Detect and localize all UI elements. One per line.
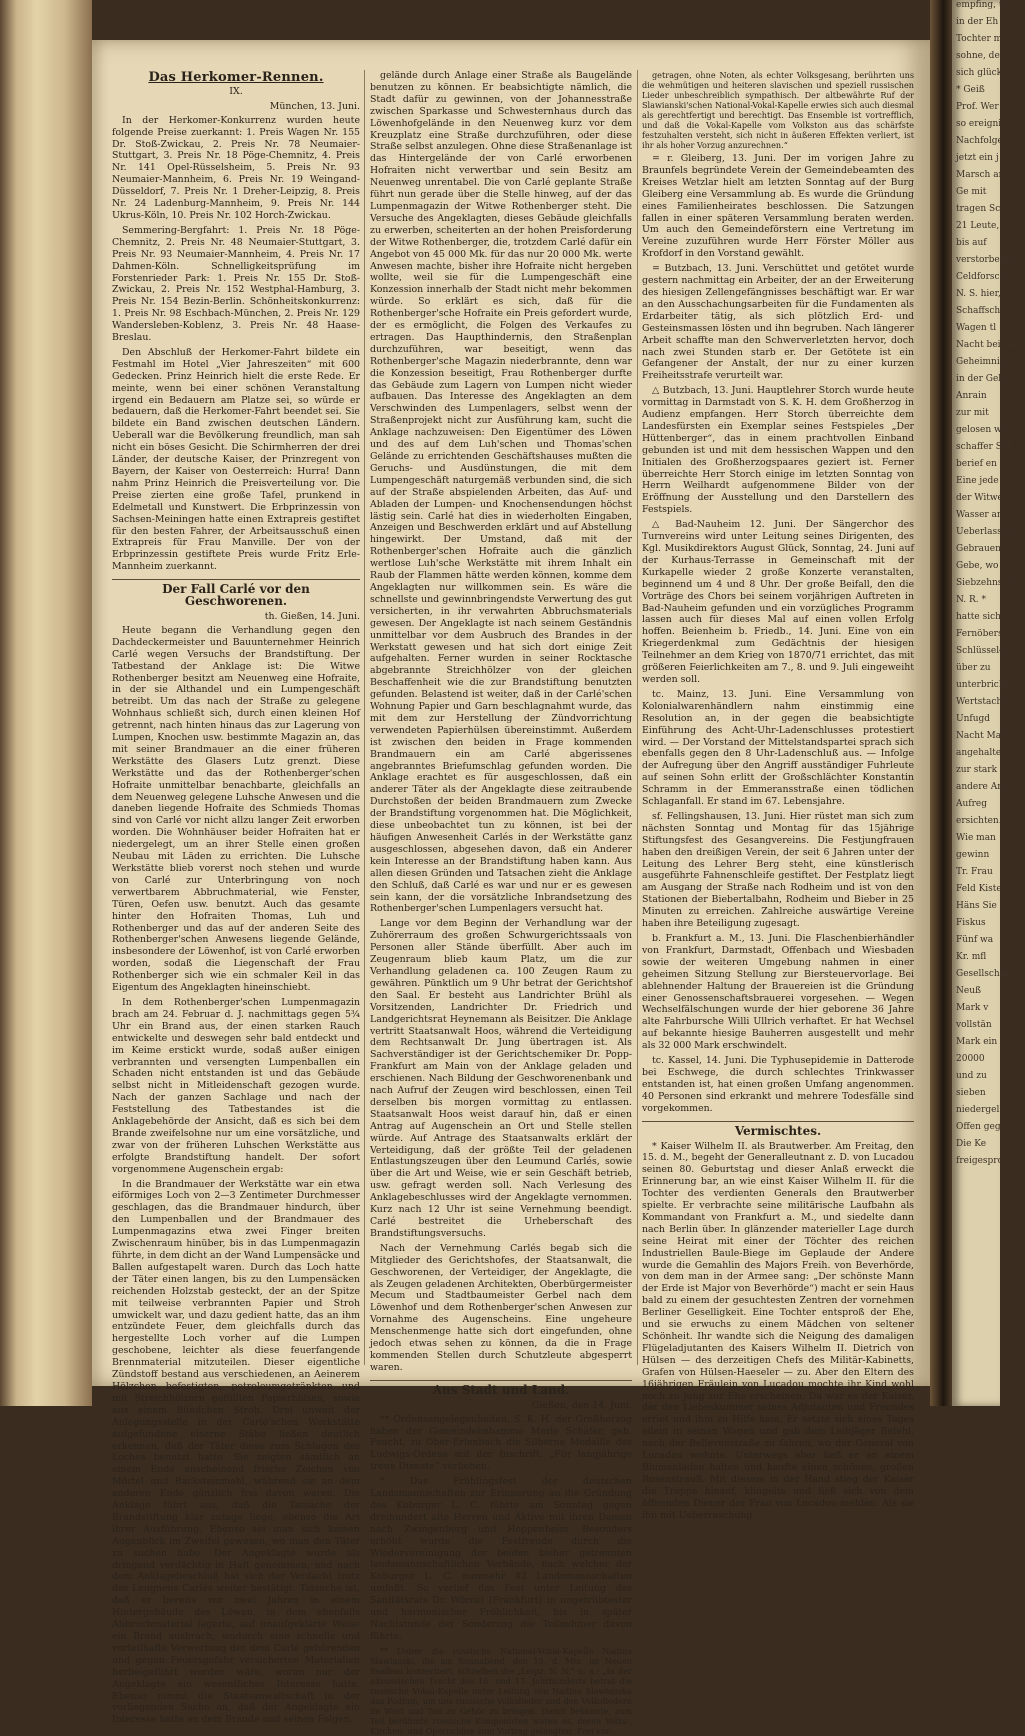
adjacent-page-text: niedergel <box>956 1105 1000 1115</box>
news-item: ** Ordensangelegenheiten. S. K. H. der Großherzog haben der Gemeindehebamme Marie Schäfer, geb. Feucht, zu Ober-Erlenbach die Silberne Medaille des Ludwigs-Ordens mit der Inschrift: „Für langjährige treue Dienste“ verliehen. <box>370 1413 632 1473</box>
adjacent-page-text: Aufreg <box>956 799 988 809</box>
adjacent-page-text: Die Ke <box>956 1139 987 1149</box>
adjacent-page-text: der Witwe <box>956 493 1003 503</box>
adjacent-page-text: angehaltet <box>956 748 1005 758</box>
news-item: △ Bad-Nauheim 12. Juni. Der Sängerchor des Turnvereins wird unter Leitung seines Dirigenten, des Kgl. Musikdirektors August Glück, Sonntag, 24. Juni auf der Kurhaus-Terrasse in Gemeinschaft mit der Kurkapelle wieder 2 große Konzerte veranstalten, beginnend um 4 und 8 Uhr. Der große Beifall, den die Vorträge des Chors bei seinem vorjährigen Auftreten in Bad-Nauheim gefunden und ein vorzügliches Programm lassen auch für dieses Mal auf einen vollen Erfolg hoffen. Beienheim b. Friedb., 14. Juni. Eine von ein Kriegerdenkmal zum Gedächtnis der hiesigen Teilnehmer an dem Krieg von 1870/71 errichtet, das mit größeren Feierlichkeiten am 7., 8. und 9. Juli eingeweiht werden soll. <box>642 519 914 685</box>
article-dateline: München, 13. Juni. <box>269 100 360 112</box>
adjacent-page-text: Kr. mfl <box>956 952 987 962</box>
news-item: tc. Kassel, 14. Juni. Die Typhusepidemie in Datterode bei Eschwege, die durch schlechtes Trinkwasser entstanden ist, hat einen großen Umfang angenommen. 40 Personen sind erkrankt und mehrere Todesfälle sind vorgekommen. <box>642 1055 914 1114</box>
adjacent-page-text: Fernöberst <box>956 629 1007 639</box>
adjacent-page-text: bis auf <box>956 238 987 248</box>
article-paragraph: gelände durch Anlage einer Straße als Baugelände benutzen zu können. Er beabsichtigte nämlich, die Stadt dafür zu gewinnen, von der Johannesstraße zwischen Sparkasse und Schwesternhaus durch das Löwenhofgelände in den Neuenweg kurz vor dem Kreuzplatz eine Straße durchzuführen, oder diese Straße selbst anzulegen. Ohne diese Straßenanlage ist das Hintergelände der von Carlé erworbenen Hofraiten nicht verwertbar und sein Besitz am Neuenweg unrentabel. Die von Carlé geplante Straße führt nun gerade über die Stelle hinweg, auf der das Lumpenmagazin der Witwe Rothenberger steht. Die Versuche des Angeklagten, dieses Gebäude gleichfalls zu erwerben, scheiterten an der hohen Preisforderung der Witwe Rothenberger, die, trotzdem Carlé dafür ein Angebot von 45 000 Mk. für das nur 20 000 Mk. werte Anwesen machte, bisher ihre Hofraite nicht hergeben wollte, weil sie für die Lumpengeschäft eine Konzession innerhalb der Stadt nicht mehr bekommen würde. So erklärt es sich, daß für die Rothenberger'sche Hofraite ein Preis gefordert wurde, der es ermöglicht, die Folgen des Verkaufes zu ertragen. Das Haupthindernis, den Straßenplan durchzuführen, war beseitigt, wenn das Rothenberger'sche Magazin niederbrannte, denn war die Konzession beseitigt, Frau Rothenberger durfte das Gebäude zum Lagern von Lumpen nicht wieder aufbauen. Das Interesse des Angeklagten an dem Verschwinden des Lumpenlagers, selbst wenn der Straßenprojekt nicht zur Ausführung kam, sucht die Anklage nachzuweisen: Den Eigentümer des Löwen und des auf dem Luh'schen und Thomas'schen Gelände zu errichtenden Geschäftshauses mußten die Geruchs- und Ausdünstungen, die mit dem Lumpengeschäft naturgemäß verbunden sind, die sich auf der Straße abspielenden Arbeiten, das Auf- und Abladen der Lumpen- und Knochensendungen höchst lästig sein. Carlé hat dies in wiederholten Eingaben, Anzeigen und Beschwerden erklärt und auf Abstellung hingewirkt. Der Umstand, daß mit der Rothenberger'schen Hofraite auch die gänzlich wertlose Luh'sche Werkstätte mit ihrem Inhalt ein Raub der Flammen hätte werden können, komme dem Angeklagten nur willkommen sein. Es wäre die schnellste und gewinnbringendste Verwertung des gut versicherten, in ihr verwahrten Abbruchsmaterials gewesen. Der Angeklagte ist nach seinem Geständnis unmittelbar vor dem Ausbruch des Brandes in der Werkstatt gewesen und hat sich dort einige Zeit aufgehalten. Ferner wurden in seiner Rocktasche abgebrannte Streichhölzer von der gleichen Beschaffenheit wie die zur Brandstiftung benutzten gefunden. Belastend ist weiter, daß in der Carlé'schen Wohnung Papier und Garn beschlagnahmt wurde, das mit dem zur Herstellung der Zündvorrichtung verwendeten Papierhülsen übereinstimmt. Außerdem ist zwischen den beiden in Frage kommenden Brandmauern ein am Carlé abgerissenes angebranntes Briefumschlag gefunden worden. Die Anklage erachtet es für ausgeschlossen, daß ein anderer Täter als der Angeklagte diese zeitraubende Durchstoßen der beiden Brandmauern zum Zwecke der Brandstiftung vorgenommen hat. Die Möglichkeit, diese unbeobachtet tun zu können, ist bei der häufigen Anwesenheit Carlés in der Werkstätte ganz ausgeschlossen, abgesehen davon, daß ein Anderer kein Interesse an der Brandstiftung haben kann. Aus allen diesen Gründen und Tatsachen zieht die Anklage den Schluß, daß Carlé es war und nur er es gewesen sein kann, der die vorsätzliche Inbrandsetzung des Rothenberger'schen Lumpenlagers versucht hat. <box>370 70 632 915</box>
adjacent-page-text: Eine jede <box>956 476 999 486</box>
book-page-edges <box>0 0 92 1406</box>
news-item: ** Ueber die russische National-Vokal-Kapelle Nadina Slawianski, die am Sonnabend, den 15. d. Mts. im Neuen Saalbau konzertiert, schreiben die „Leipz. N. N.“ u. a.: „In der altrussischen Tracht des 16. und 17. Jahrhunderts betrat die russische Vokal-Kapelle unter Leitung von Nadina Slawianska das Podium, um uns russische Volkslieder und den Volksliedern im Wort und Ton zu Gehör zu bringen. Damit bekannte, zum Teil berühmte russische Komponisten waren es, deren Volks-, Kirchen- und Opernchöre zum Vortrag gelangten. Frei vor- <box>370 1645 632 1736</box>
adjacent-page-text: zur mit <box>956 408 989 418</box>
adjacent-page-text: jetzt ein j <box>956 153 999 163</box>
adjacent-page-text: Nacht Mark <box>956 731 1011 741</box>
adjacent-page-text: sich glückl <box>956 68 1006 78</box>
article-paragraph: Den Abschluß der Herkomer-Fahrt bildete ein Festmahl im Hotel „Vier Jahreszeiten“ mit 600 Gedecken. Prinz Heinrich hielt die erste Rede. Er meinte, wenn bei einer schönen Veranstaltung irgend ein Bedauern am Platze sei, so würde er bedauern, daß die Herkomer-Fahrt beendet sei. Sie bildete ein Band zwischen deutschen Ländern. Ueberall war die Bevölkerung freundlich, man sah nicht ein böses Gesicht. Die Schirmherren der drei Länder, der deutsche Kaiser, der Prinzregent von Bayern, der Kaiser von Oesterreich: Hurra! Dann nahm Prinz Heinrich die Preisverteilung vor. Die Preise zierten eine große Tafel, prunkend in Edelmetall und Kunstwert. Die Erbprinzessin von Sachsen-Meiningen hatte einen Extrapreis gestiftet für den besten Fahrer, der Arbeitsausschuß einen Extrapreis für Frau Manville. Der von der Erbprinzessin gestiftete Preis wurde Fritz Erle-Mannheim zuerkannt. <box>112 346 360 573</box>
book-gutter <box>930 0 952 1406</box>
news-item: △ Butzbach, 13. Juni. Hauptlehrer Storch wurde heute vormittag in Darmstadt von S. K. H. dem Großherzog in Audienz empfangen. Herr Storch überreichte dem Landesfürsten ein Exemplar seines Festspieles „Der Hüttenberger“, das in einem prachtvollen Einband gebunden ist und mit dem hessischen Wappen und den Initialen des Großherzogspaares geziert ist. Ferner überreichte Herr Storch einige im letzten Sonntag von Herrn Weilhardt aufgenommene Bilder von der Eröffnung der Ausstellung und den Darstellern des Festspiels. <box>642 385 914 516</box>
adjacent-page-text: gewinn <box>956 850 990 860</box>
adjacent-page-text: Siebzehnsche <box>956 578 1019 588</box>
adjacent-page-text: ersichten. <box>956 816 1002 826</box>
adjacent-page-text: hatte sich <box>956 612 1001 622</box>
adjacent-page-text: andere Anl <box>956 782 1006 792</box>
news-item: * Kaiser Wilhelm II. als Brautwerber. Am Freitag, den 15. d. M., begeht der Generalleutnant z. D. von Lucadou seinen 80. Geburtstag und dieser Anlaß erweckt die Erinnerung bar, an wie einst Kaiser Wilhelm II. für die Tochter des verdienten Generals den Brautwerber spielte. Er verbrachte seine militärische Laufbahn als Kommandant von Frankfurt a. M., und siedelte dann nach Berlin über. In glänzender materieller Lage durch seine Heirat mit einer der Töchter des reichen Industriellen Baule-Biege im Geplaude der Andere wurde die Gemahlin des Majors Freih. von Beverhörde, von dem man in der Armee sang: „Der schönste Mann der Erde ist Major von Beverhörde“) macht er sein Haus bald zu einem der gesuchtesten Zentren der vornehmen Berliner Geselligkeit. Eine Tochter entsproß der Ehe, und sie erwuchs zu einem Mädchen von seltener Schönheit. Ihr wandte sich die Neigung des damaligen Flügeladjutanten des Kaisers Wilhelm II. Dietrich von Hülsen — des derzeitigen Chefs des Militär-Kabinetts, Grafen von Hülsen-Haeseler — zu. Aber den Eltern des 16jährigen Fräulein von Lucadou mochte ihr Kind wohl noch zu jung zur Ehe erscheinen. Da war es der Kaiser, der den Liebeskummer seines Adjutanten und Freundes erriet und ihm zu Hilfe kam. Er setzte sich eines Tages allein in seinen Wagen und gab dem Leibjäger Befehl, nach der Bellevuestraße zu fahren, wo der General von Lucadou wohnte. Unterwegs aber ließ er an einem Blumenladen halten und kaufte einen schönen, großen Rosenstrauß. Mit diesem in der Hand stieg der Kaiser die Treppe hinauf, klingelte und ließ sich von dem öffnenden Diener der Frau von Lucadou melden. Als sie ihn mit Ueberraschung <box>642 1140 914 1521</box>
adjacent-page-text: Wasser an <box>956 510 1003 520</box>
adjacent-page-text: Gesellschaft <box>956 969 1012 979</box>
adjacent-page-text: verstorbener <box>956 255 1016 265</box>
adjacent-page-text: sohne, den <box>956 51 1006 61</box>
adjacent-page-text: Prof. Wer <box>956 102 999 112</box>
adjacent-page-text: 20000 <box>956 1054 985 1064</box>
adjacent-page-text: Tr. Frau <box>956 867 993 877</box>
adjacent-page-text: Wagen tl <box>956 323 997 333</box>
adjacent-page-text: Fünf wa <box>956 935 994 945</box>
article-paragraph: Semmering-Bergfahrt: 1. Preis Nr. 18 Pöge-Chemnitz, 2. Preis Nr. 48 Neumaier-Stuttgart, 3. Preis Nr. 93 Neumaier-Mannheim, 4. Preis Nr. 17 Dahmen-Köln. Schnelligkeitsprüfung im Forstenrieder Park: 1. Preis Nr. 155 Dr. Stoß-Zwickau, 2. Preis Nr. 152 Westphal-Hamburg, 3. Preis Nr. 154 Bezin-Berlin. Schönheitskonkurrenz: 1. Preis Nr. 98 Eschbach-München, 2. Preis Nr. 129 Wandersleben-Koblenz, 3. Preis Nr. 48 Haase-Breslau. <box>112 224 360 344</box>
adjacent-page-text: N. S. hier, <box>956 289 1001 299</box>
news-item: = Butzbach, 13. Juni. Verschüttet und getötet wurde gestern nachmittag ein Arbeiter, der an der Erweiterung des hiesigen Zellengefängnisses beschäftigt war. Er war an den Ausschachungsarbeiten für die Fundamenten als Erdarbeiter tätig, als sich plötzlich Erd- und Gesteinsmassen lösten und ihn begruben. Nach längerer Arbeit schaffte man den Schwerverletzten hervor, doch nach zwei Stunden starb er. Der Getötete ist ein Gefangener der Anstalt, der nur zu einer kurzen Freiheitsstrafe verurteilt war. <box>642 263 914 382</box>
adjacent-page-text: in der Geld <box>956 374 1007 384</box>
news-item: tc. Mainz, 13. Juni. Eine Versammlung von Kolonialwarenhändlern nahm einstimmig eine Resolution an, in der gegen die beabsichtigte Einführung des Acht-Uhr-Ladenschlusses protestiert wird. — Der Vorstand der Mittelstandspartei sprach sich ebenfalls gegen den 8 Uhr-Ladenschluß aus. — Infolge der Aufregung über den Angriff ausständiger Fuhrleute auf seinen Sohn erlitt der Großschlächter Konstantin Schramm in der Emmeransstraße einen tödlichen Schlaganfall. Er stand im 67. Lebensjahre. <box>642 688 914 808</box>
adjacent-page-text: Celdforsch <box>956 272 1006 282</box>
adjacent-page-text: Geheimnisse <box>956 357 1015 367</box>
news-item: getragen, ohne Noten, als echter Volksgesang, berührten uns die wehmütigen und heiteren slavischen und speziell russischen Lieder unbeschreiblich sympathisch. Der altbewährte Ruf der Slawianski'schen National-Vokal-Kapelle erwies sich auch diesmal als gerechtfertigt und berechtigt. Das Ensemble ist vortrefflich, und daß die Vokal-Kapelle vom Volkston aus das schärfste festzuhalten versteht, sich nicht in äußeren Effekten verliert, ist ihr als hoher Vorzug anzurechnen.“ <box>642 70 914 150</box>
adjacent-page-text: Wie man <box>956 833 996 843</box>
article-dateline: th. Gießen, 14. Juni. <box>264 610 360 622</box>
adjacent-page-text: berief en <box>956 459 997 469</box>
adjacent-page-text: * Geiß <box>956 85 985 95</box>
column-rule-1 <box>364 70 365 1365</box>
column-2 <box>370 70 632 1736</box>
adjacent-page-text: zur stark <box>956 765 998 775</box>
adjacent-page-text: Mark v <box>956 1003 989 1013</box>
adjacent-page-text: empfing, ü <box>956 0 1005 10</box>
adjacent-page-text: 21 Leute, fe <box>956 221 1011 231</box>
adjacent-page-text: und zu <box>956 1071 987 1081</box>
adjacent-page-text: Unfugd <box>956 714 991 724</box>
adjacent-page-text: Ge mit <box>956 187 987 197</box>
column-rule-2 <box>637 70 638 1365</box>
adjacent-page-text: Tochter mi <box>956 34 1006 44</box>
adjacent-page-text: unterbricht. <box>956 680 1012 690</box>
adjacent-page-text: freigespro <box>956 1156 1004 1166</box>
adjacent-page-text: N. R. * <box>956 595 987 605</box>
adjacent-page-text: in der Eh <box>956 17 999 27</box>
adjacent-page-text: Gebe, wo <box>956 561 999 571</box>
adjacent-page-text: gelosen wu <box>956 425 1008 435</box>
adjacent-page-text: Neuß <box>956 986 982 996</box>
adjacent-page-text: Anrain <box>956 391 987 401</box>
article-number: IX. <box>229 85 243 97</box>
article-paragraph: In die Brandmauer der Werkstätte war ein etwa eiförmiges Loch von 2—3 Zentimeter Durchmesser geschlagen, das die Brandmauer hindurch, über den Lumpenballen und der Brandmauer des Lumpenmagazins etwa zwei Finger breiten Zwischenraum hinüber, bis in das Lumpenmagazin führte, in dem dicht an der Wand Lumpensäcke und Ballen aufgestapelt waren. Durch das Loch hatte der Täter einen langen, bis zu den Lumpensäcken reichenden Holzstab gesteckt, der an der Spitze mit teilweise verbrannten Papier und Stroh umwickelt war, und dazu gedient hatte, das an ihm entzündete Feuer, dem gleichfalls durch das hergestellte Loch vorher auf die Lumpen geschobene, leichter als diese feuerfangende Brennmaterial mitzuteilen. Dieser eigentliche Zündstoff bestand aus verschiedenen, an Aeinerem Hölzchen befestigten, petroleumgetränkten und mit Streichhölzern gefüllten Papierhülsen, sowie aus einem Bündchen Stroh. Drei unweit der Anlegungsstelle in der Carlé'schen Werkstätte aufgefundene eiserne Stäbe ließen deutlich erkennen, daß der Täter diese zum Schlagen des Loches benutzt hatte. Sie zeigten sämtlich an einem Ende anscheinend frische Zeichen von Mörtel und Backsteinmehl, während sie an dem anderen Ende gänzlich frei davon waren. Die Anklage führt aus, daß die Tatsache der Brandstiftung klar zutage liege, ebenso die Art ihrer Ausführung. Ebenso sei man sich keinen Augenblick im Zweifel gewesen, wo man den Täter zu suchen habe. Der Angeklagte wurde als dringend verdächtig in Haft genommen, und nach dem Anklagebeschluß hat sich der Verdacht trotz des Leugnens Carlés weiter bestätigt. Tatsache ist, daß er bereits vor zwei Jahren in einem Hintergebäude des Löwen, in dem ebenfalls Abbruchmaterial lagerte, auf unaufgeklärte Weise ein Brand ausbrach, wodurch eine schnelle und vorteilhafte Verwertung der dem Carlé gehörenden und gegen Feuersgefahr versicherten Materialien herbeigeführt worden wäre, woran nur der Angeklagte ein wesentliches Interesse hatte. Ebenso nimmt die Staatsanwaltschaft in der vorliegenden Sache an, daß der Angeklagte ein Interesse hatte an dem Brande und seinen Folgen. <box>112 1178 360 1726</box>
adjacent-page-text: Marsch an <box>956 170 1005 180</box>
section-title-vermischtes: Vermischtes. <box>642 1121 914 1138</box>
adjacent-page-text: Ueberlassen <box>956 527 1013 537</box>
adjacent-page-text: über zu <box>956 663 991 673</box>
adjacent-page-text: tragen Schif <box>956 204 1013 214</box>
news-item: sf. Fellingshausen, 13. Juni. Hier rüstet man sich zum nächsten Sonntag und Montag für das 15jährige Stiftungsfest des Gesangvereins. Die Festjungfrauen haben den dreißigen Verein, der seit 6 Jahren unter der Leitung des Lehrer Berg steht, eine künstlerisch ausgeführte Fahnenschleife gestiftet. Der Festplatz liegt am Ausgang der Straße nach Rodheim und ist von den Stationen der Biebertalbahn, Rodheim und Bieber in 25 Minuten zu erreichen. Zahlreiche auswärtige Vereine haben ihre Beteiligung zugesagt. <box>642 810 914 930</box>
article-paragraph: In der Herkomer-Konkurrenz wurden heute folgende Preise zuerkannt: 1. Preis Wagen Nr. 155 Dr. Stoß-Zwickau, 2. Preis Nr. 78 Neumaier-Stuttgart, 3. Preis Nr. 18 Pöge-Chemnitz, 4. Preis Nr. 141 Opel-Rüsselsheim, 5. Preis Nr. 93 Neumaier-Mannheim, 6. Preis Nr. 19 Weingand-Düsseldorf, 7. Preis Nr. 1 Dreher-Leipzig, 8. Preis Nr. 24 Ladenburg-Mannheim, 9. Preis Nr. 144 Ukrus-Köln, 10. Preis Nr. 102 Horch-Zwickau. <box>112 114 360 221</box>
article-paragraph: Nach der Vernehmung Carlés begab sich die Mitglieder des Gerichtshofes, der Staatsanwalt, die Geschworenen, der Verteidiger, der Angeklagte, die als Zeugen geladenen Architekten, Oberbürgermeister Mecum und Stadtbaumeister Gerbel nach dem Löwenhof und dem Rothenberger'schen Anwesen zur Vornahme des Augenscheins. Eine ungeheure Menschenmenge hatte sich dort eingefunden, ohne jedoch etwas sehen zu können, da die in Frage kommenden Stellen durch Schutzleute abgesperrt waren. <box>370 1242 632 1373</box>
adjacent-page-text: so ereignis <box>956 119 1006 129</box>
adjacent-page-text: Offen geg <box>956 1122 1001 1132</box>
adjacent-page-text: Wertstache <box>956 697 1008 707</box>
section-dateline: Gießen, den 14. Juni. <box>531 1399 632 1411</box>
article-paragraph: In dem Rothenberger'schen Lumpenmagazin brach am 24. Februar d. J. nachmittags gegen 5¾ Uhr ein Brand aus, der einen starken Rauch entwickelte und deswegen sehr bald entdeckt und im Keime erstickt wurde, sodaß außer einigen verbrannten und versengten Lumpenballen ein Schaden nicht entstanden ist und das Gebäude selbst nicht in Mitleidenschaft gezogen wurde. Nach der ganzen Sachlage und nach der Feststellung des Tatbestandes ist die Anklagebehörde der Ansicht, daß es sich bei dem Brande zweifelsohne nur um eine vorsätzliche, und zwar von der früheren Luhschen Werkstätte aus erfolgte Brandstiftung handelt. Der sofort vorgenommene Augenschein ergab: <box>112 996 360 1175</box>
adjacent-page-text: Schlüsselet <box>956 646 1009 656</box>
adjacent-page-text: Häns Sie <box>956 901 997 911</box>
adjacent-page-text: Nachfolge <box>956 136 1003 146</box>
column-3 <box>642 70 914 1521</box>
article-paragraph: Lange vor dem Beginn der Verhandlung war der Zuhörerraum des großen Schwurgerichtssaals von Personen aller Stände überfüllt. Aber auch im Zeugenraum blieb kaum Platz, um die zur Verhandlung geladenen ca. 100 Zeugen Raum zu gewähren. Pünktlich um 9 Uhr betrat der Gerichtshof den Saal. Er besteht aus Landrichter Brühl als Vorsitzenden, Landrichter Dr. Friedrich und Landgerichtsrat Heynemann als Beisitzer. Die Anklage vertritt Staatsanwalt Hoos, während die Verteidigung dem Rechtsanwalt Dr. Jung übertragen ist. Als Sachverständiger ist der Gerichtschemiker Dr. Popp-Frankfurt am Main von der Anklage geladen und erschienen. Nach Bildung der Geschworenenbank und nach Aufruf der Zeugen wird beschlossen, einen Teil derselben bis morgen vormittag zu entlassen. Staatsanwalt Hoos weist darauf hin, daß er einen Antrag auf Augenschein an Ort und Stelle stellen würde. Auf Antrage des Staatsanwalts erklärt der Verteidigung, daß der größte Teil der geladenen Entlastungszeugen über den Leumund Carlés, sowie über die Art und Weise, wie er sein Geschäft betrieb, usw. gefragt werden soll. Nach Verlesung des Anklagebeschlusses wird der Angeklagte vernommen. Kurz nach 12 Uhr ist seine Vernehmung beendigt. Carlé bestreitet die Urheberschaft des Brandstiftungsversuchs. <box>370 918 632 1239</box>
article-title-carle: Der Fall Carlé vor den Geschworenen. <box>112 579 360 608</box>
news-item: * Das Frühlingsfest der deutschen Landsmannschaften zur Erinnerung an die Gründung des Koburger L. C. führte am Sonntag gegen dreihundert alte Herren und Aktive mit ihren Damen nach Zwingenberg und Heppenheim. Besonders erhöht wurde die Festfreude durch die Wiedervereinigung der beiden bisher getrennten landsmannschaftlichen Verbände, nach welcher der Koburger L. C. nunmehr 42 Landsmannschaften umfaßt. So verlief das Fest unter Leitung des Sanitätsrats Dr. Wörnel (Frankfurt) in ungetrübtester und harmonischer Fröhlichkeit, bis in später Nachtstunde der Sonderzug die Teilnehmer davon führte. <box>370 1476 632 1642</box>
adjacent-page-text: vollstän <box>956 1020 992 1030</box>
adjacent-page-text: Nacht bei Herr <box>956 340 1025 350</box>
adjacent-page-text: sieben <box>956 1088 986 1098</box>
article-paragraph: Heute begann die Verhandlung gegen den Dachdeckermeister und Bauunternehmer Heinrich Carlé wegen Versuchs der Brandstiftung. Der Tatbestand der Anklage ist: Die Witwe Rothenberger besitzt am Neuenweg eine Hofraite, in der sie Althandel und ein Lumpengeschäft betreibt. Um das nach der Straße zu gelegene Wohnhaus schließt sich, durch einen kleinen Hof getrennt, nach hinten hinaus das zur Lagerung von Lumpen, Knochen usw. bestimmte Magazin an, das mit seiner Brandmauer an die einer früheren Werkstätte des Glasers Lutz grenzt. Diese Werkstätte und das der Rothenberger'schen Hofraite unmittelbar benachbarte, gleichfalls an dem Neuenweg gelegene Luhsche Anwesen und die daneben liegende Hofraite des Schmieds Thomas sind von Carlé vor nicht allzu langer Zeit erworben worden. Die Wohnhäuser beider Hofraiten hat er niedergelegt, um an ihrer Stelle einen großen Neubau mit Läden zu errichten. Die Luhsche Werkstätte blieb vorerst noch stehen und wurde von Carlé zur Unterbringung von noch verwertbarem Abbruchmaterial, wie Fenster, Türen, Oefen usw. benutzt. Auch das gesamte hinter den Hofraiten Thomas, Luh und Rothenberger und das auf der anderen Seite des Rothenberger'schen Anwesens liegende Gelände, insbesondere der Löwenhof, ist von Carlé erworben worden, sodaß die Liegenschaft der Frau Rothenberger sich wie ein schmaler Keil in das Eigentum des Angeklagten hineinschiebt. <box>112 624 360 994</box>
article-title-herkomer: Das Herkomer-Rennen. <box>148 70 324 85</box>
adjacent-page-text: Schaffsch <box>956 306 1001 316</box>
section-title-stadt-land: Aus Stadt und Land. <box>370 1380 632 1397</box>
column-1 <box>112 70 360 1726</box>
adjacent-page-text: schaffer Sch <box>956 442 1013 452</box>
adjacent-page-text: Feld Kiste <box>956 884 1002 894</box>
adjacent-page-text: Fiskus <box>956 918 986 928</box>
adjacent-page-fragment <box>952 0 1025 1406</box>
adjacent-page-text: Gebrauen <box>956 544 1001 554</box>
adjacent-page-text: Mark ein <box>956 1037 998 1047</box>
news-item: = r. Gleiberg, 13. Juni. Der im vorigen Jahre zu Braunfels begründete Verein der Gemeindebeamten des Kreises Wetzlar hielt am letzten Sonntag auf der Burg Gleiberg eine Versammlung ab. Es wurde die Gründung eines Familienheirates beschlossen. Die Satzungen fallen in einer späteren Versammlung beraten werden. Um auch den Gemeindeförstern eine Vertretung im Vereine zuzuführen wurde Herr Förster Möller aus Krofdorf in den Vorstand gewählt. <box>642 153 914 260</box>
news-item: b. Frankfurt a. M., 13. Juni. Die Flaschenbierhändler von Frankfurt, Darmstadt, Offenbach und Wiesbaden sowie der weiteren Umgebung nahmen in einer geheimen Sitzung Stellung zur Biersteuervorlage. Bei ablehnender Haltung der Brauereien ist die Gründung einer Genossenschaftsbrauerei vorgesehen. — Wegen Wechselfälschungen wurde der hier geborene 36 Jahre alte Fahrbursche Willi Ullrich verhaftet. Er hat Wechsel auf bekannte hiesige Bauherren ausgestellt und mehr als 32 000 Mark erschwindelt. <box>642 933 914 1052</box>
